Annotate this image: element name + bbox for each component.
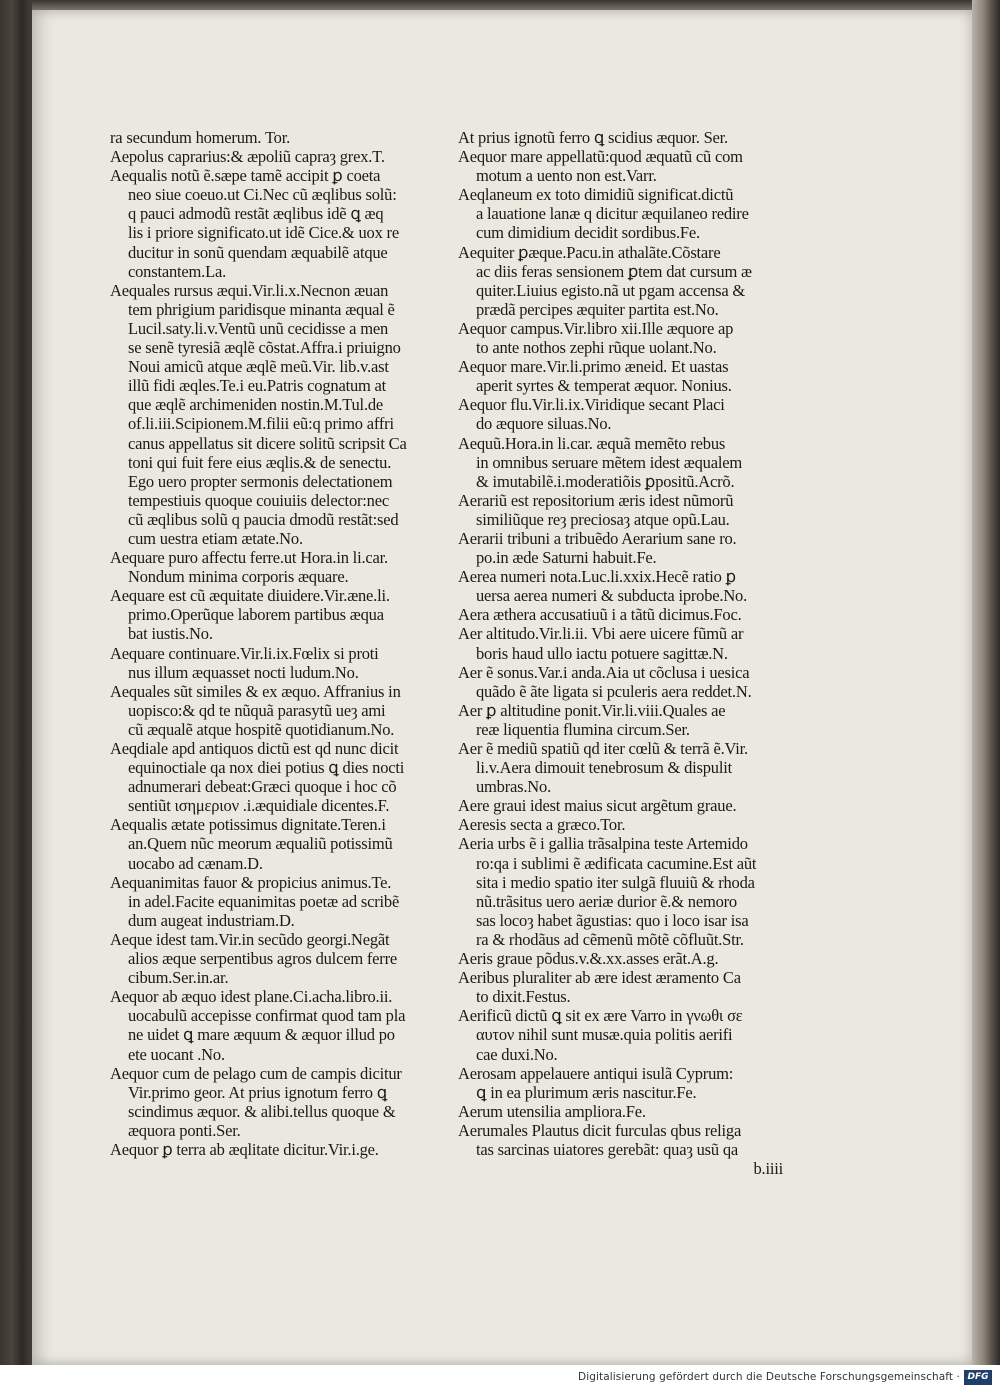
left-column-line: Aequare continuare.Vir.li.ix.Fœlix si proti: [110, 643, 379, 663]
right-column-line: Aer ꝑ altitudine ponit.Vir.li.viii.Quales ae: [458, 700, 726, 720]
left-column-line: se senẽ tyresiã æqlẽ cõstat.Affra.i priuigno: [128, 338, 401, 358]
right-column-line: Aerosam appelauere antiqui isulã Cyprum:: [458, 1063, 734, 1083]
right-column-line: umbras.No.: [476, 777, 551, 797]
right-column-line: cae duxi.No.: [476, 1044, 558, 1064]
left-column-line: Aeqdiale apd antiquos dictũ est qd nunc dicit: [110, 739, 399, 758]
left-column-line: of.li.iii.Scipionem.M.filii eũ:q primo affri: [128, 414, 394, 434]
left-column-line: dum augeat industriam.D.: [128, 910, 295, 930]
right-column-line: Aequor flu.Vir.li.ix.Viridique secant Placi: [458, 395, 725, 415]
left-column-line: in adel.Facite equanimitas poetæ ad scribẽ: [128, 891, 400, 911]
left-column-line: uopisco:& qd te nũquã parasytũ ueȝ ami: [128, 700, 386, 720]
right-column-line: Aerarii tribuni a tribuẽdo Aerarium sane ro.: [458, 528, 737, 548]
right-column-line: do æquore siluas.No.: [476, 414, 612, 434]
left-column-line: ra secundum homerum. Tor.: [110, 128, 291, 147]
right-column-line: tas sarcinas uiatores gerebãt: quaȝ usũ qa: [476, 1139, 739, 1159]
right-column-line: to dixit.Festus.: [476, 987, 571, 1007]
left-column-line: Aequor ab æquo idest plane.Ci.acha.libro.ii.: [110, 987, 393, 1007]
right-column-line: aperit syrtes & temperat æquor. Nonius.: [476, 376, 732, 396]
left-column-line: Nondum minima corporis æquare.: [128, 567, 349, 587]
left-column-line: Aeque idest tam.Vir.in secũdo georgi.Negãt: [110, 929, 390, 949]
book-top-edge: [32, 0, 972, 10]
right-column-line: quãdo ẽ ãte ligata si pculeris aera reddet.N.: [476, 681, 752, 701]
right-column-line: boris haud ullo iactu potuere sagittæ.N.: [476, 643, 728, 663]
right-column-line: Aer ẽ sonus.Var.i anda.Aia ut cõclusa i uesica: [458, 662, 750, 682]
right-column-line: reæ liquentia flumina circum.Ser.: [476, 719, 690, 739]
right-column-line: Aequor mare appellatũ:quod æquatũ cũ com: [458, 147, 743, 167]
left-column-line: canus appellatus sit dicere solitũ scripsit Ca: [128, 433, 407, 453]
left-column-line: illũ fidi æqles.Te.i eu.Patris cognatum at: [128, 376, 387, 396]
right-column-line: prædã percipes æquiter partita est.No.: [476, 299, 719, 319]
right-column-line: αυτον nihil sunt musæ.quia politis aerifi: [476, 1025, 733, 1045]
right-column-line: & imutabilẽ.i.moderatiõis ꝑpositũ.Acrõ.: [476, 471, 735, 491]
right-column-line: ra & rhodãus ad cẽmenũ mõtẽ cõfluũt.Str.: [476, 929, 744, 949]
right-column-line: cum dimidium decidit sordibus.Fe.: [476, 223, 700, 243]
right-column-line: Aeresis secta a græco.Tor.: [458, 815, 626, 835]
right-column-line: Aeria urbs ẽ i gallia trãsalpina teste Artemido: [458, 834, 748, 854]
left-column-line: tem phrigium paridisque minanta æqual ẽ: [128, 299, 395, 319]
right-column-line: ro:qa i sublimi ẽ ædificata cacumine.Est aũt: [476, 853, 757, 873]
left-column-line: uocabulũ accepisse confirmat quod tam pla: [128, 1006, 406, 1026]
right-column-line: a lauatione lanæ q dicitur æquilaneo redire: [476, 204, 749, 224]
left-column-line: Aequales rursus æqui.Vir.li.x.Necnon æuan: [110, 280, 389, 300]
right-column-line: Aequiter ꝑæque.Pacu.in athalãte.Cõstare: [458, 242, 721, 262]
right-column-line: li.v.Aera dimouit tenebrosum & dispulit: [476, 758, 733, 778]
left-column-line: uocabo ad cænam.D.: [128, 853, 263, 873]
left-column-line: tempestiuis quoque couiuiis delector:nec: [128, 490, 389, 510]
right-column-line: Aera æthera accusatiuũ i a tãtũ dicimus.Foc.: [458, 605, 742, 625]
left-column-line: Noui amicũ atque æqlẽ meũ.Vir. lib.v.ast: [128, 357, 389, 377]
right-column-line: sas locoȝ habet ãgustias: quo i loco isar isa: [476, 910, 749, 930]
right-column-line: Aer altitudo.Vir.li.ii. Vbi aere uicere fũmũ ar: [458, 624, 744, 644]
funding-credit: Digitalisierung gefördert durch die Deutsche Forschungsgemeinschaft ·: [578, 1371, 960, 1383]
right-column-line: nũ.trãsitus uero aeriæ durior ẽ.& nemoro: [476, 891, 737, 911]
left-column-line: bat iustis.No.: [128, 624, 213, 644]
right-column-line: quiter.Liuius egisto.nã ut pgam accensa &: [476, 280, 746, 300]
right-column-line: uersa aerea numeri & subducta iprobe.No.: [476, 586, 748, 606]
left-column-line: Aequanimitas fauor & propicius animus.Te.: [110, 872, 392, 892]
left-column-line: æquora ponti.Ser.: [128, 1120, 241, 1140]
left-column-line: cum uestra etiam ætate.No.: [128, 528, 303, 548]
left-column-line: Ego uero propter sermonis delectationem: [128, 471, 393, 491]
right-column-line: Aerariũ est repositorium æris idest nũmorũ: [458, 490, 734, 510]
left-column-line: Aepolus caprarius:& æpoliũ capraȝ grex.T.: [110, 147, 385, 167]
left-column-line: Aequales sũt similes & ex æquo. Affranius in: [110, 681, 401, 701]
right-column-line: Aere graui idest maius sicut argẽtum graue.: [458, 796, 737, 816]
left-column-line: Lucil.saty.li.v.Ventũ unũ cecidisse a men: [128, 318, 389, 338]
right-column-line: Aeqlaneum ex toto dimidiũ significat.dictũ: [458, 185, 734, 205]
book-fore-edge: [972, 0, 1000, 1365]
dfg-logo: DFG: [964, 1370, 992, 1385]
right-column-line: Aeribus pluraliter ab ære idest æramento Ca: [458, 968, 741, 988]
left-column-line: Aequare est cũ æquitate diuidere.Vir.æne.li.: [110, 586, 390, 606]
left-column-line: alios æque serpentibus agros dulcem ferre: [128, 949, 398, 969]
left-column-line: q pauci admodũ restãt æqlibus idẽ ꝗ æq: [128, 204, 384, 224]
left-column-line: neo siue coeuo.ut Ci.Nec cũ æqlibus solũ:: [128, 185, 397, 205]
right-column-line: in omnibus seruare mẽtem idest æqualem: [476, 452, 742, 472]
left-column-line: ne uidet ꝗ mare æquum & æquor illud po: [128, 1025, 395, 1045]
right-column-line: b.iiii: [753, 1159, 783, 1179]
right-column-line: At prius ignotũ ferro ꝗ scidius æquor. Ser.: [458, 128, 728, 147]
right-column-line: Aerificũ dictũ ꝗ sit ex ære Varro in γνωθι σε: [458, 1006, 743, 1026]
right-column-line: po.in æde Saturni habuit.Fe.: [476, 548, 657, 568]
left-column-line: cũ æqualẽ atque hospitẽ quotidianum.No.: [128, 719, 395, 739]
left-column-line: Aequor cum de pelago cum de campis dicitur: [110, 1063, 402, 1083]
left-column-line: Vir.primo geor. At prius ignotum ferro ꝗ: [128, 1082, 388, 1102]
left-column-line: ete uocant .No.: [128, 1044, 225, 1064]
left-column-line: adnumerari debeat:Græci quoque i hoc cõ: [128, 777, 397, 797]
right-column-line: Aequor mare.Vir.li.primo æneid. Et uastas: [458, 357, 729, 377]
right-column-line: to ante nothos zephi rũque uolant.No.: [476, 338, 717, 358]
right-column-line: Aequũ.Hora.in li.car. æquã memẽto rebus: [458, 433, 726, 453]
right-column-line: Aerumales Plautus dicit furculas qbus religa: [458, 1120, 742, 1140]
right-column-line: sita i medio spatio iter sulgã fluuiũ & rhoda: [476, 872, 755, 892]
right-column-line: motum a uento non est.Varr.: [476, 166, 657, 186]
left-column-line: Aequare puro affectu ferre.ut Hora.in li.car.: [110, 548, 388, 568]
right-column-line: ꝗ in ea plurimum æris nascitur.Fe.: [476, 1082, 697, 1102]
left-column-line: Aequalis notũ ẽ.sæpe tamẽ accipit ꝑ coeta: [110, 166, 381, 186]
right-column-line: Aeris graue põdus.v.&.xx.asses erãt.A.g.: [458, 949, 719, 969]
left-column-line: que æqlẽ archimeniden nostin.M.Tul.de: [128, 395, 384, 415]
left-column-line: primo.Operũque laborem partibus æqua: [128, 605, 384, 625]
right-column-line: Aer ẽ mediũ spatiũ qd iter cœlũ & terrã ẽ.Vir.: [458, 739, 748, 758]
left-column-line: nus illum æquasset nocti ludum.No.: [128, 662, 359, 682]
left-column-line: constantem.La.: [128, 261, 226, 281]
left-column-line: lis i priore significato.ut idẽ Cice.& uox re: [128, 223, 399, 243]
left-column-line: Aequor ꝑ terra ab æqlitate dicitur.Vir.i.ge.: [110, 1139, 379, 1159]
left-column-line: sentiũt ισημεριον .i.æquidiale dicentes.F.: [128, 796, 390, 816]
left-column-line: cibum.Ser.in.ar.: [128, 968, 229, 988]
left-column-line: Aequalis ætate potissimus dignitate.Teren.i: [110, 815, 386, 835]
digitization-footer: [0, 1365, 1000, 1391]
left-text-column: [110, 128, 440, 1159]
right-column-line: ac diis feras sensionem ꝑtem dat cursum æ: [476, 261, 752, 281]
right-column-line: similiũque reȝ preciosaȝ atque opũ.Lau.: [476, 509, 730, 529]
left-column-line: equinoctiale qa nox diei potius ꝗ dies nocti: [128, 758, 405, 778]
right-column-line: Aerea numeri nota.Luc.li.xxix.Hecẽ ratio ꝑ: [458, 567, 736, 587]
left-column-line: an.Quem nũc meorum æqualiũ potissimũ: [128, 834, 393, 854]
left-column-line: cũ æqlibus solũ q paucia dmodũ restãt:sed: [128, 509, 399, 529]
left-column-line: scindimus æquor. & alibi.tellus quoque &: [128, 1101, 396, 1121]
left-column-line: ducitur in sonũ quendam æquabilẽ atque: [128, 242, 388, 262]
right-column-line: Aequor campus.Vir.libro xii.Ille æquore ap: [458, 318, 734, 338]
left-column-line: toni qui fuit fere eius æqlis.& de senectu.: [128, 452, 392, 472]
right-text-column: [458, 128, 793, 1178]
right-column-line: Aerum utensilia ampliora.Fe.: [458, 1101, 646, 1121]
